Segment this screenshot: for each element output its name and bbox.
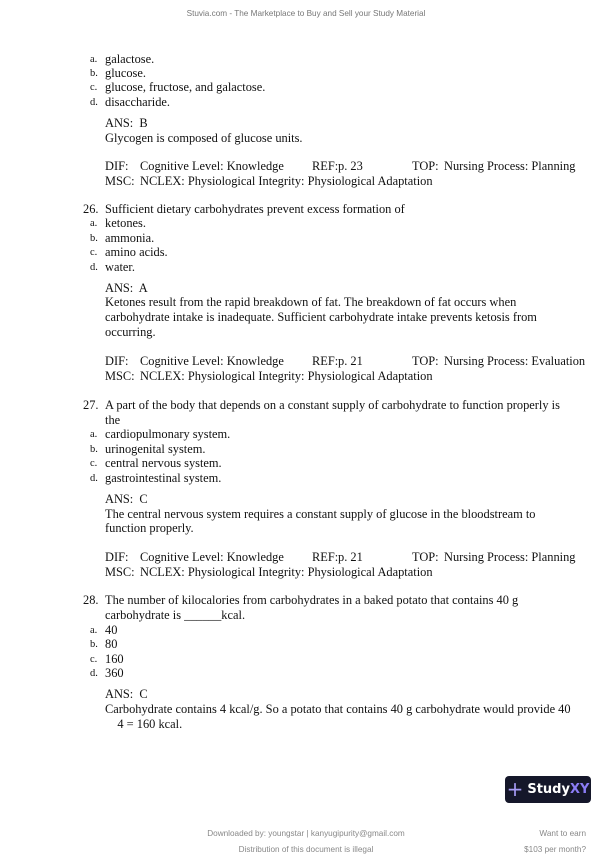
top-label: TOP: xyxy=(412,159,439,173)
page-header: Stuvia.com - The Marketplace to Buy and Sell your Study Material xyxy=(186,9,426,18)
dif-label: DIF: xyxy=(105,550,129,564)
option-text: cardiopulmonary system. xyxy=(105,427,231,441)
option-text: gastrointestinal system. xyxy=(105,471,222,485)
question-stem-line: A part of the body that depends on a constant supply of carbohydrate to function properly is xyxy=(105,398,560,412)
ref-label: REF: xyxy=(312,159,339,173)
msc-label: MSC: xyxy=(105,565,135,579)
option-text: glucose, fructose, and galactose. xyxy=(105,80,266,94)
option-letter: d. xyxy=(90,668,98,679)
question-stem-line: carbohydrate is ______kcal. xyxy=(105,608,246,622)
top-label: TOP: xyxy=(412,354,439,368)
msc-label: MSC: xyxy=(105,174,135,188)
ref-value: p. 21 xyxy=(338,354,363,368)
option-letter: a. xyxy=(90,54,98,65)
option-letter: d. xyxy=(90,97,98,108)
dif-label: DIF: xyxy=(105,159,129,173)
option-letter: c. xyxy=(90,654,98,665)
question-number: 28. xyxy=(83,593,99,607)
rationale-line: The central nervous system requires a constant supply of glucose in the bloodstream to xyxy=(105,507,536,521)
option-text: 160 xyxy=(105,652,124,666)
option-text: water. xyxy=(105,260,135,274)
option-letter: a. xyxy=(90,429,98,440)
top-label: TOP: xyxy=(412,550,439,564)
footer-earn-line1[interactable]: Want to earn xyxy=(539,829,586,838)
plus-icon: + xyxy=(506,776,524,801)
answer-key: ANS: B xyxy=(105,116,148,130)
option-text: urinogenital system. xyxy=(105,442,206,456)
dif-value: Cognitive Level: Knowledge xyxy=(140,354,284,368)
option-text: ammonia. xyxy=(105,231,155,245)
option-letter: a. xyxy=(90,218,98,229)
option-letter: a. xyxy=(90,625,98,636)
rationale-line: occurring. xyxy=(105,325,156,339)
question-stem-line: Sufficient dietary carbohydrates prevent excess formation of xyxy=(105,202,405,216)
option-letter: c. xyxy=(90,458,98,469)
option-text: 40 xyxy=(105,623,118,637)
question-stem-line: The number of kilocalories from carbohydrates in a baked potato that contains 40 g xyxy=(105,593,519,607)
footer-illegal: Distribution of this document is illegal xyxy=(238,845,374,854)
footer-downloaded: Downloaded by: youngstar | kanyugipurity@gmail.com xyxy=(207,829,405,838)
option-text: central nervous system. xyxy=(105,456,222,470)
msc-value: NCLEX: Physiological Integrity: Physiological Adaptation xyxy=(140,174,433,188)
option-letter: b. xyxy=(90,639,98,650)
option-text: disaccharide. xyxy=(105,95,171,109)
option-letter: d. xyxy=(90,473,98,484)
option-letter: d. xyxy=(90,262,98,273)
dif-value: Cognitive Level: Knowledge xyxy=(140,159,284,173)
rationale-line: Ketones result from the rapid breakdown of fat. The breakdown of fat occurs when xyxy=(105,295,517,309)
footer-earn-line2[interactable]: $103 per month? xyxy=(524,845,586,854)
answer-key: ANS: A xyxy=(105,281,148,295)
option-letter: b. xyxy=(90,68,98,79)
option-text: 360 xyxy=(105,666,124,680)
option-letter: c. xyxy=(90,247,98,258)
option-letter: b. xyxy=(90,444,98,455)
rationale-line: Carbohydrate contains 4 kcal/g. So a potato that contains 40 g carbohydrate would provide 40 xyxy=(105,702,571,716)
ref-label: REF: xyxy=(312,354,339,368)
option-text: 80 xyxy=(105,637,118,651)
ref-value: p. 23 xyxy=(338,159,363,173)
question-stem-line: the xyxy=(105,413,121,427)
ref-label: REF: xyxy=(312,550,339,564)
rationale-line: function properly. xyxy=(105,521,194,535)
badge-study: Study xyxy=(527,782,570,797)
badge-text xyxy=(527,782,589,797)
studyxy-badge[interactable] xyxy=(505,776,591,803)
top-value: Nursing Process: Planning xyxy=(444,159,576,173)
option-text: glucose. xyxy=(105,66,146,80)
msc-value: NCLEX: Physiological Integrity: Physiological Adaptation xyxy=(140,565,433,579)
ref-value: p. 21 xyxy=(338,550,363,564)
question-number: 26. xyxy=(83,202,99,216)
option-text: ketones. xyxy=(105,216,146,230)
top-value: Nursing Process: Planning xyxy=(444,550,576,564)
dif-value: Cognitive Level: Knowledge xyxy=(140,550,284,564)
rationale-line: Glycogen is composed of glucose units. xyxy=(105,131,303,145)
msc-value: NCLEX: Physiological Integrity: Physiological Adaptation xyxy=(140,369,433,383)
rationale-line: 4 = 160 kcal. xyxy=(105,717,183,731)
option-text: amino acids. xyxy=(105,245,168,259)
question-number: 27. xyxy=(83,398,99,412)
option-letter: b. xyxy=(90,233,98,244)
top-value: Nursing Process: Evaluation xyxy=(444,354,586,368)
dif-label: DIF: xyxy=(105,354,129,368)
badge-xy: XY xyxy=(569,782,590,797)
answer-key: ANS: C xyxy=(105,492,148,506)
msc-label: MSC: xyxy=(105,369,135,383)
option-text: galactose. xyxy=(105,52,155,66)
answer-key: ANS: C xyxy=(105,687,148,701)
rationale-line: carbohydrate intake is inadequate. Sufficient carbohydrate intake prevents ketosis from xyxy=(105,310,537,324)
option-letter: c. xyxy=(90,82,98,93)
